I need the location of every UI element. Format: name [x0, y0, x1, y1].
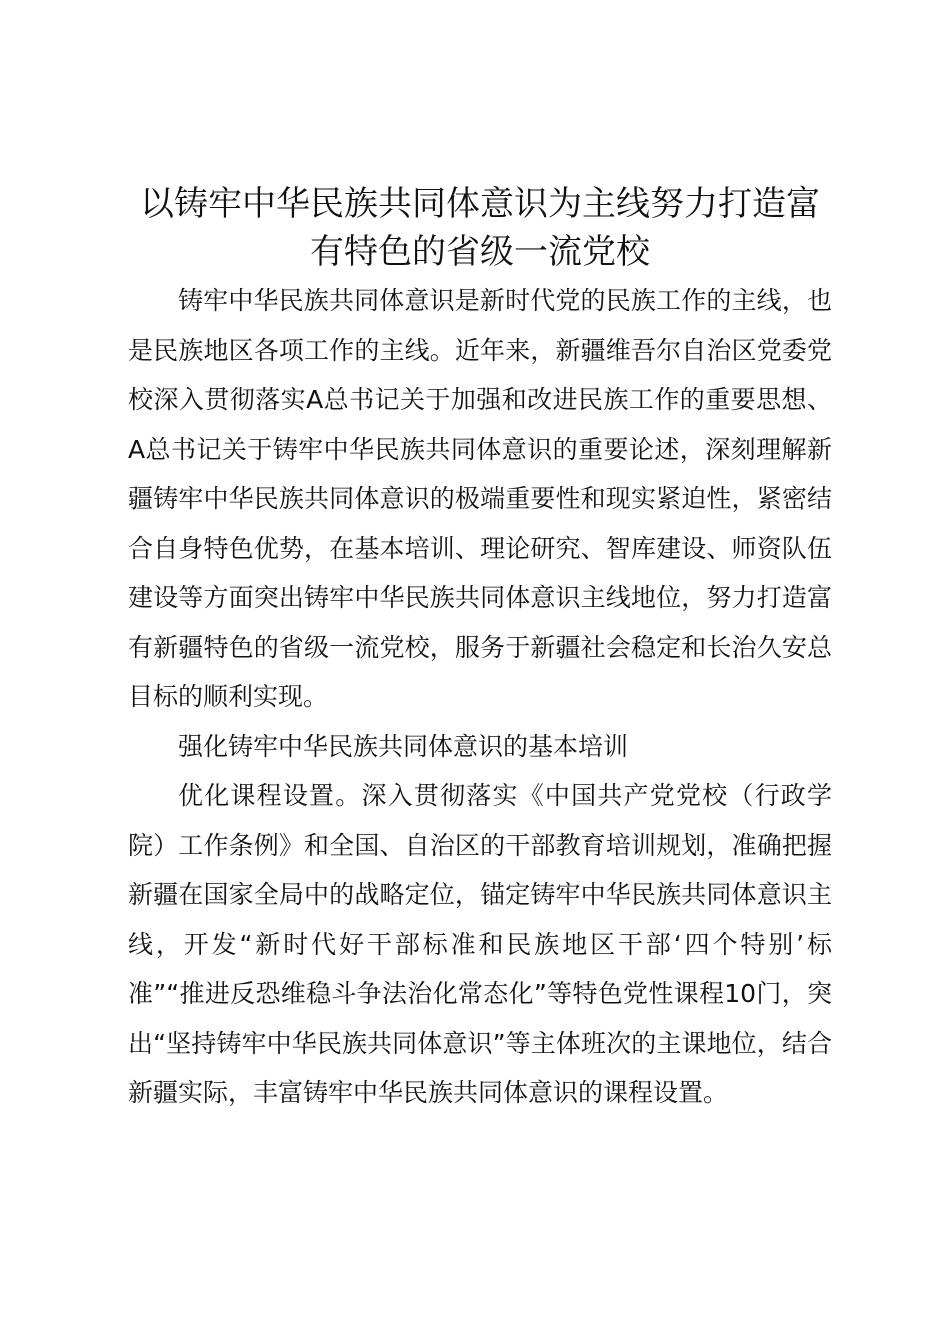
document-body	[128, 180, 832, 1118]
intro-paragraph: 铸牢中华民族共同体意识是新时代党的民族工作的主线，也是民族地区各项工作的主线。近年来，新疆维吾尔自治区党委党校深入贯彻落实A总书记关于加强和改进民族工作的重要思想、A总书记关于铸牢中华民族共同体意识的重要论述，深刻理解新疆铸牢中华民族共同体意识的极端重要性和现实紧迫性，紧密结合自身特色优势，在基本培训、理论研究、智库建设、师资队伍建设等方面突出铸牢中华民族共同体意识主线地位，努力打造富有新疆特色的省级一流党校，服务于新疆社会稳定和长治久安总目标的顺利实现。	[128, 286, 832, 711]
section-paragraph: 优化课程设置。深入贯彻落实《中国共产党党校（行政学院）工作条例》和全国、自治区的干部教育培训规划，准确把握新疆在国家全局中的战略定位，锚定铸牢中华民族共同体意识主线，开发“新时代好干部标准和民族地区干部‘四个特别’标准”“推进反恐维稳斗争法治化常态化”等特色党性课程10门，突出“坚持铸牢中华民族共同体意识”等主体班次的主课地位，结合新疆实际，丰富铸牢中华民族共同体意识的课程设置。	[128, 781, 832, 1107]
section-heading: 强化铸牢中华民族共同体意识的基本培训	[178, 731, 629, 761]
document-title: 以铸牢中华民族共同体意识为主线努力打造富有特色的省级一流党校	[140, 184, 820, 272]
